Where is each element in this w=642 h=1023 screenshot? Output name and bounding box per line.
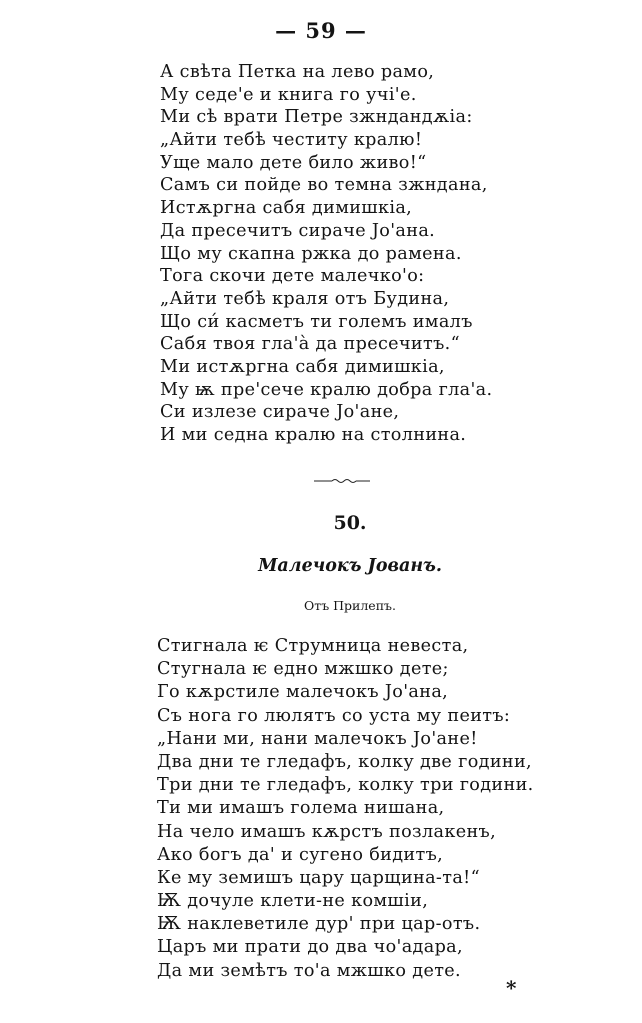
poem-line: Що си́ касметъ ти големъ ималъ bbox=[160, 311, 473, 332]
continued-poem bbox=[160, 61, 492, 447]
poem-line: Сабя твоя гла'а̀ да пресечитъ.“ bbox=[160, 334, 460, 355]
poem-line: Ти ми имашъ голема нишана, bbox=[157, 798, 445, 819]
poem-line: Му седе'е и книга го учі'е. bbox=[160, 84, 417, 105]
poem-line: А свѣта Петка на лево рамо, bbox=[160, 62, 435, 82]
poem-line: Два дни те гледафъ, колку две години, bbox=[157, 751, 532, 772]
poem-line: Да ми земѣтъ то'а мжшко дете. bbox=[157, 960, 461, 981]
poem-line: Му ѭ пре'сече кралю добра гла'а. bbox=[160, 379, 493, 400]
poem-line: Ми сѣ врати Петре зжндандѫіа: bbox=[160, 107, 473, 128]
poem-line: Ѭ дочуле клети-не комшіи, bbox=[157, 891, 429, 912]
song-poem bbox=[157, 635, 534, 983]
poem-line: Ми истѫргна сабя димишкіа, bbox=[160, 356, 445, 377]
section-divider-ornament bbox=[314, 478, 370, 484]
poem-line: Самъ си пойде во темна зжндана, bbox=[160, 175, 488, 196]
poem-line: Уще мало дете било живо!“ bbox=[160, 152, 427, 173]
poem-line: „Нани ми, нани малечокъ Јо'ане! bbox=[157, 728, 478, 749]
poem-line: Що му скапна ржка до рамена. bbox=[160, 243, 462, 264]
poem-line: Да пресечитъ сираче Јо'ана. bbox=[160, 220, 436, 241]
poem-line: Царъ ми прати до два чо'адара, bbox=[157, 937, 463, 958]
poem-line: Истѫргна сабя димишкіа, bbox=[160, 198, 413, 219]
poem-line: Съ нога го люлятъ со уста му пеитъ: bbox=[157, 705, 511, 726]
poem-line: Тога скочи дете малечко'о: bbox=[160, 266, 425, 287]
page-number: — 59 — bbox=[275, 18, 367, 43]
poem-line: Си излезе сираче Јо'ане, bbox=[160, 402, 400, 423]
poem-line: Стугнала ѥ едно мжшко дете; bbox=[157, 659, 449, 680]
song-title: Малечокъ Јованъ. bbox=[258, 556, 442, 576]
poem-line: Ке му земишъ цару царщина-та!“ bbox=[157, 867, 480, 888]
song-number: 50. bbox=[333, 512, 367, 534]
poem-line: Ако богъ да' и сугено бидитъ, bbox=[157, 844, 444, 865]
song-source: Отъ Прилепъ. bbox=[304, 598, 396, 613]
poem-line: Ѭ наклеветиле дур' при цар-отъ. bbox=[157, 914, 481, 935]
poem-line: На чело имашъ кѫрстъ позлакенъ, bbox=[157, 821, 497, 842]
poem-line: Три дни те гледафъ, колку три години. bbox=[157, 775, 534, 796]
poem-line: Го кѫрстиле малечокъ Јо'ана, bbox=[157, 682, 449, 703]
poem-line: И ми седна кралю на столнина. bbox=[160, 425, 467, 445]
poem-line: „Айти тебѣ честиту кралю! bbox=[160, 130, 423, 151]
footnote-mark: * bbox=[506, 976, 517, 1000]
poem-line: Стигнала ѥ Струмница невеста, bbox=[157, 636, 469, 656]
poem-line: „Айти тебѣ краля отъ Будина, bbox=[160, 288, 450, 309]
